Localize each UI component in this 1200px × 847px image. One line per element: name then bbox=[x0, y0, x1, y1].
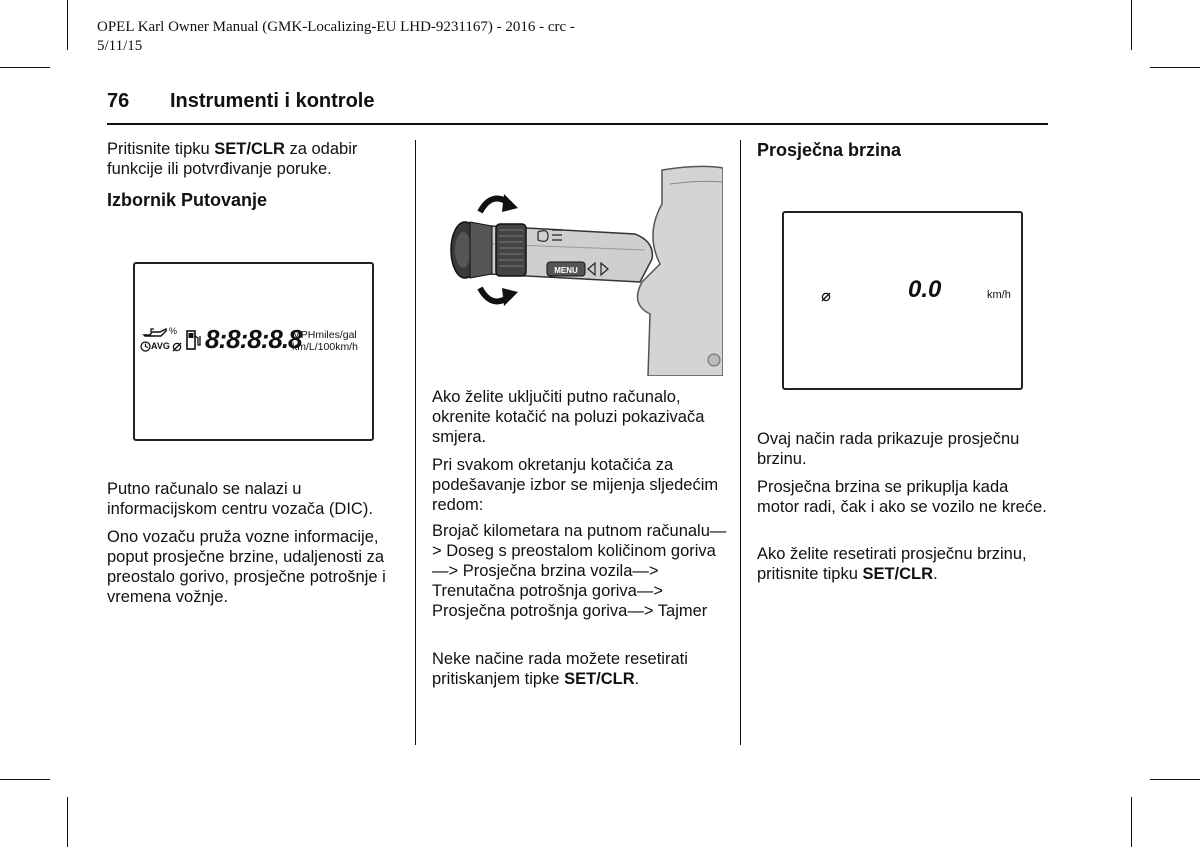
reset-modes-text-end: . bbox=[634, 670, 640, 688]
reset-speed-text: Ako želite resetirati prosječnu brzinu, pritisnite tipku bbox=[757, 545, 1027, 583]
segment-digits: 8:8:8:8.8 bbox=[205, 324, 302, 354]
lever-drawing bbox=[430, 164, 723, 376]
intro-text-end: za odabir funkcije ili potvrđivanje poruke. bbox=[107, 140, 358, 178]
crop-mark bbox=[1150, 67, 1200, 68]
fuel-pump-icon bbox=[186, 330, 201, 350]
units-line-2: km/L/100km/h bbox=[292, 341, 358, 353]
reset-speed-paragraph bbox=[757, 544, 1052, 584]
menu-button-label: MENU bbox=[554, 266, 578, 275]
clock-icon bbox=[140, 341, 151, 352]
dic-location-paragraph: Putno računalo se nalazi u informacijskom centru vozača (DIC). bbox=[107, 480, 373, 518]
column-divider bbox=[740, 140, 741, 745]
trip-display-illustration bbox=[133, 262, 374, 441]
intro-text: Pritisnite tipku bbox=[107, 140, 215, 158]
column-divider bbox=[415, 140, 416, 745]
crop-mark bbox=[1150, 779, 1200, 780]
set-clr-key: SET/CLR bbox=[564, 670, 635, 688]
crop-mark bbox=[1131, 797, 1132, 847]
crop-mark bbox=[0, 67, 50, 68]
wheel-turn-paragraph: Pri svakom okretanju kotačića za podešavanje izbor se mijenja sljedećim redom: bbox=[432, 456, 719, 514]
mode-description-paragraph: Ovaj način rada prikazuje prosječnu brzinu. bbox=[757, 430, 1020, 468]
page-number: 76 bbox=[107, 90, 130, 112]
average-speed-display-illustration bbox=[782, 211, 1023, 390]
meta-line-2: 5/11/15 bbox=[97, 38, 143, 54]
oil-can-icon bbox=[142, 326, 168, 340]
units-line-1: MPHmiles/gal bbox=[292, 329, 357, 341]
set-clr-key: SET/CLR bbox=[862, 565, 934, 583]
intro-paragraph bbox=[107, 139, 402, 179]
section-title: Instrumenti i kontrole bbox=[170, 90, 375, 112]
speed-unit-label: km/h bbox=[987, 289, 1011, 301]
dic-info-paragraph: Ono vozaču pruža vozne informacije, poput prosječne brzine, udaljenosti za preostalo gorivo, prosječne potrošnje i vremena vožnje. bbox=[107, 528, 386, 606]
document-meta bbox=[97, 18, 657, 56]
percent-label: % bbox=[169, 326, 178, 336]
meta-line-1: OPEL Karl Owner Manual (GMK-Localizing-EU LHD-9231167) - 2016 - crc - bbox=[97, 19, 575, 35]
average-speed-heading: Prosječna brzina bbox=[757, 140, 902, 160]
avg-label: AVG bbox=[151, 341, 170, 351]
average-symbol-icon bbox=[821, 292, 831, 302]
set-clr-key: SET/CLR bbox=[214, 140, 285, 158]
crop-mark bbox=[0, 779, 50, 780]
crop-mark bbox=[67, 797, 68, 847]
average-symbol-icon bbox=[172, 342, 182, 352]
turn-signal-lever-illustration bbox=[430, 164, 723, 376]
crop-mark bbox=[67, 0, 68, 50]
average-speed-value: 0.0 bbox=[908, 276, 942, 303]
sequence-paragraph: Brojač kilometara na putnom računalu—> Doseg s preostalom količinom goriva—> Prosječna brzina vozila—> Trenutačna potrošnja goriva—> Prosječna potrošnja goriva—> Tajmer bbox=[432, 522, 727, 620]
reset-modes-paragraph bbox=[432, 649, 727, 689]
reset-speed-text-end: . bbox=[933, 565, 938, 583]
trip-menu-heading: Izbornik Putovanje bbox=[107, 190, 268, 210]
reset-modes-text: Neke načine rada možete resetirati pritiskanjem tipke bbox=[432, 650, 688, 688]
header-rule bbox=[107, 123, 1048, 125]
collection-paragraph: Prosječna brzina se prikuplja kada motor radi, čak i ako se vozilo ne kreće. bbox=[757, 478, 1047, 516]
activate-paragraph: Ako želite uključiti putno računalo, okrenite kotačić na poluzi pokazivača smjera. bbox=[432, 388, 705, 446]
crop-mark bbox=[1131, 0, 1132, 50]
